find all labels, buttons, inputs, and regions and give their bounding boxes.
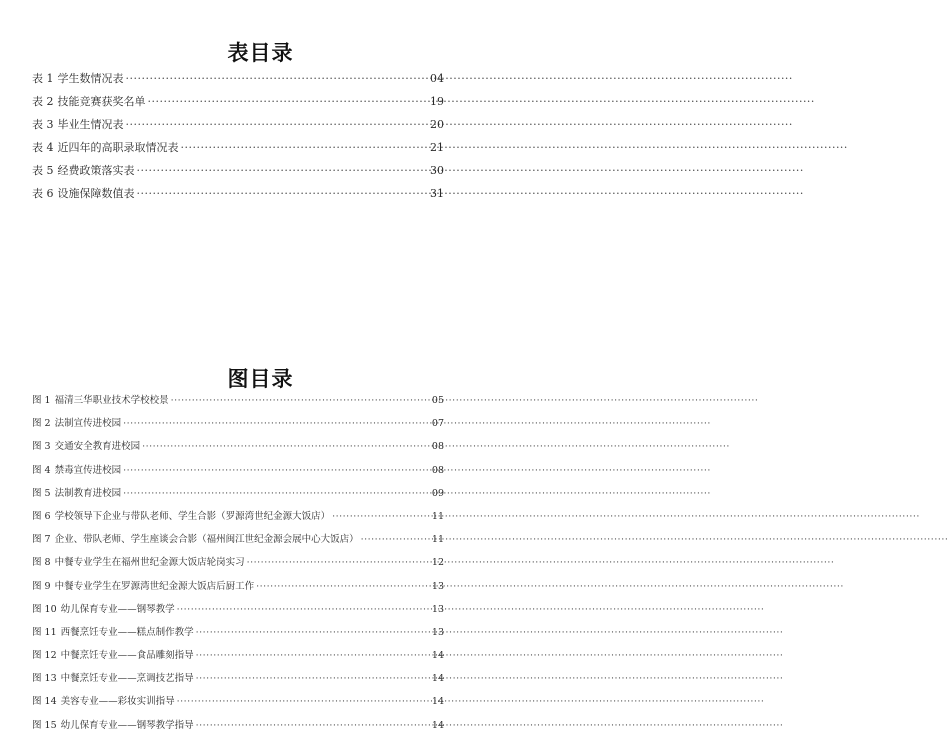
toc-entry-label: 表 4 [32, 141, 54, 154]
toc-entry-page-number: 11 [431, 534, 444, 546]
toc-entry-page-number: 08 [431, 441, 444, 453]
table-toc-entry[interactable] [32, 113, 444, 136]
toc-entry-title: 禁毒宣传进校园 [54, 464, 122, 476]
toc-entry-page-number: 13 [431, 603, 444, 615]
toc-entry-label: 图 3 [32, 441, 51, 453]
toc-entry-leader-dots [126, 113, 429, 136]
toc-entry-page-number: 30 [430, 164, 444, 177]
toc-entry-leader-dots [137, 182, 429, 205]
toc-entry-page-number: 13 [431, 626, 444, 638]
figure-toc-entry[interactable] [32, 459, 444, 482]
figure-toc-entry[interactable] [32, 389, 444, 412]
toc-entry-leader-dots [196, 621, 428, 644]
toc-entry-leader-dots [361, 528, 428, 551]
figure-toc-entry[interactable] [32, 528, 444, 551]
toc-entry-title: 幼儿保育专业——钢琴教学指导 [60, 719, 194, 731]
toc-entry-title: 中餐专业学生在罗源湾世纪金源大饭店后厨工作 [54, 580, 255, 592]
toc-entry-leader-dots [177, 690, 428, 713]
figure-toc-entry[interactable] [32, 644, 444, 667]
toc-entry-label: 表 5 [32, 164, 54, 177]
toc-entry-page-number: 07 [431, 418, 444, 430]
toc-entry-title: 毕业生情况表 [57, 118, 124, 131]
toc-entry-title: 经费政策落实表 [57, 164, 135, 177]
toc-entry-title: 美容专业——彩妆实训指导 [60, 696, 175, 708]
toc-entry-leader-dots [123, 482, 428, 505]
toc-entry-label: 图 1 [32, 395, 51, 406]
toc-entry-label: 图 13 [32, 673, 57, 685]
figure-toc-entry[interactable] [32, 551, 444, 574]
figure-toc-entry[interactable] [32, 621, 444, 644]
toc-entry-label: 表 2 [32, 95, 54, 108]
table-toc-entry[interactable] [32, 90, 444, 113]
table-toc-entry[interactable] [32, 67, 444, 90]
toc-entry-title: 法制宣传进校园 [54, 418, 122, 430]
toc-entry-page-number: 09 [431, 487, 444, 499]
figure-toc-entry[interactable] [32, 714, 444, 737]
toc-entry-page-number: 31 [430, 187, 444, 200]
figure-toc-entry[interactable] [32, 667, 444, 690]
figure-toc-entry[interactable] [32, 435, 444, 458]
toc-entry-label: 图 11 [32, 626, 57, 638]
toc-entry-page-number: 21 [430, 141, 444, 154]
figures-toc-title: 图目录 [227, 366, 294, 391]
toc-entry-label: 图 10 [32, 603, 57, 615]
toc-entry-label: 表 3 [32, 118, 54, 131]
toc-entry-title: 中餐专业学生在福州世纪金源大饭店轮岗实习 [54, 557, 245, 569]
figures-toc-list [32, 389, 444, 737]
toc-entry-title: 近四年的高职录取情况表 [57, 141, 179, 154]
toc-entry-title: 福清三华职业技术学校校景 [54, 395, 169, 406]
figure-toc-entry[interactable] [32, 575, 444, 598]
toc-entry-label: 图 12 [32, 650, 57, 662]
toc-entry-page-number: 14 [431, 696, 444, 708]
toc-entry-title: 学生数情况表 [57, 72, 124, 85]
toc-entry-title: 学校领导下企业与带队老师、学生合影（罗源湾世纪金源大饭店） [54, 510, 331, 522]
toc-entry-leader-dots [332, 505, 428, 528]
toc-entry-label: 图 2 [32, 418, 51, 430]
toc-entry-label: 图 6 [32, 510, 51, 522]
toc-entry-label: 图 8 [32, 557, 51, 569]
toc-entry-leader-dots [126, 67, 429, 90]
toc-entry-title: 技能竞赛获奖名单 [57, 95, 146, 108]
toc-entry-leader-dots [196, 667, 428, 690]
toc-entry-leader-dots [148, 90, 429, 113]
toc-entry-leader-dots [137, 159, 429, 182]
toc-entry-title: 幼儿保育专业——钢琴教学 [60, 603, 175, 615]
toc-entry-label: 图 15 [32, 719, 57, 731]
toc-entry-page-number: 13 [431, 580, 444, 592]
toc-entry-leader-dots [181, 136, 429, 159]
toc-entry-leader-dots [123, 459, 428, 482]
toc-entry-title: 交通安全教育进校园 [54, 441, 141, 453]
figure-toc-entry[interactable] [32, 482, 444, 505]
figure-toc-entry[interactable] [32, 505, 444, 528]
toc-entry-title: 企业、带队老师、学生座谈会合影（福州闽江世纪金源会展中心大饭店） [54, 534, 359, 546]
toc-entry-title: 西餐烹饪专业——糕点制作教学 [60, 626, 194, 638]
table-toc-entry[interactable] [32, 182, 444, 205]
toc-entry-leader-dots [196, 714, 428, 737]
toc-entry-label: 图 4 [32, 464, 51, 476]
toc-entry-page-number: 20 [430, 118, 444, 131]
toc-entry-leader-dots [142, 435, 428, 458]
toc-entry-page-number: 14 [431, 673, 444, 685]
toc-entry-label: 图 9 [32, 580, 51, 592]
toc-entry-page-number: 04 [430, 72, 444, 85]
toc-entry-title: 设施保障数值表 [57, 187, 135, 200]
tables-toc-list [32, 67, 444, 205]
figure-toc-entry[interactable] [32, 598, 444, 621]
toc-entry-leader-dots [177, 598, 428, 621]
tables-toc-title: 表目录 [227, 40, 294, 65]
toc-entry-label: 图 14 [32, 696, 57, 708]
toc-entry-leader-dots [123, 412, 428, 435]
toc-entry-page-number: 11 [431, 510, 444, 522]
table-toc-entry[interactable] [32, 136, 444, 159]
toc-entry-page-number: 14 [431, 650, 444, 662]
toc-entry-leader-dots [171, 389, 428, 412]
toc-entry-label: 图 7 [32, 534, 51, 546]
toc-entry-page-number: 12 [431, 557, 444, 569]
figure-toc-entry[interactable] [32, 412, 444, 435]
toc-entry-leader-dots [196, 644, 428, 667]
toc-entry-leader-dots [256, 575, 428, 598]
toc-entry-page-number: 08 [431, 464, 444, 476]
toc-entry-page-number: 14 [431, 719, 444, 731]
toc-entry-title: 中餐烹饪专业——食品雕刻指导 [60, 650, 194, 662]
table-toc-entry[interactable] [32, 159, 444, 182]
toc-entry-label: 表 1 [32, 72, 54, 85]
toc-entry-page-number: 19 [430, 95, 444, 108]
toc-entry-page-number: 05 [431, 395, 444, 406]
toc-entry-title: 法制教育进校园 [54, 487, 122, 499]
toc-entry-label: 图 5 [32, 487, 51, 499]
figure-toc-entry[interactable] [32, 690, 444, 713]
toc-entry-label: 表 6 [32, 187, 54, 200]
toc-entry-title: 中餐烹饪专业——烹调技艺指导 [60, 673, 194, 685]
toc-entry-leader-dots [247, 551, 428, 574]
